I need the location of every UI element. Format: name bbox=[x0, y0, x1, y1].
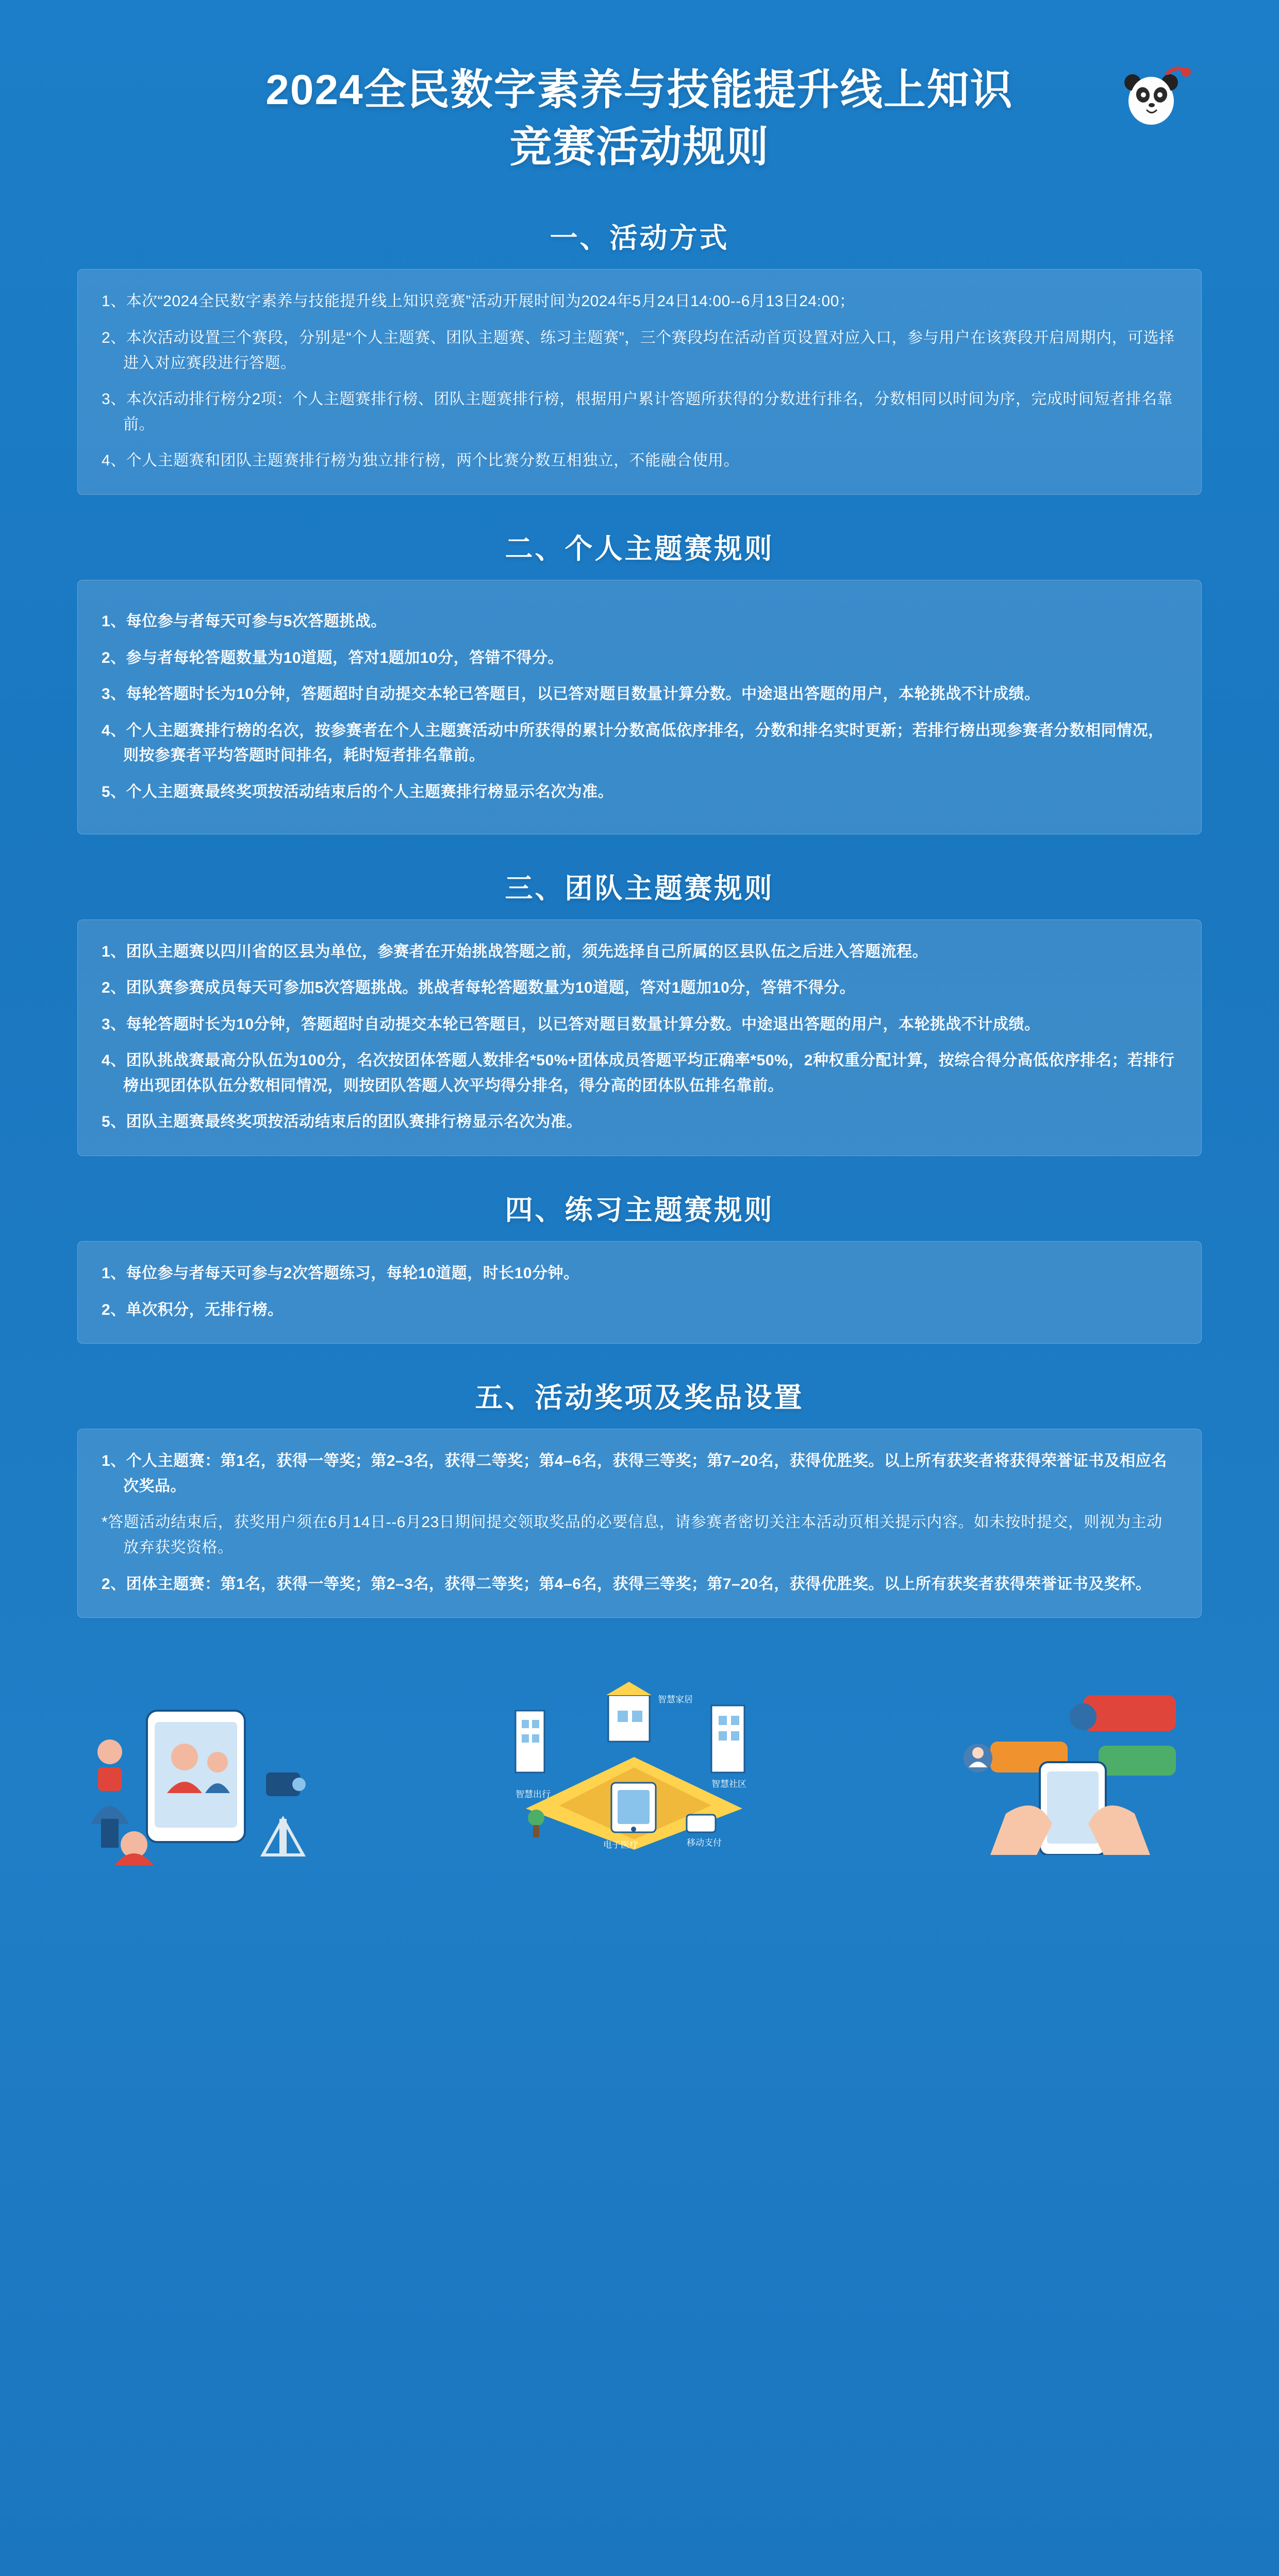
rule-item: 1、团队主题赛以四川省的区县为单位，参赛者在开始挑战答题之前，须先选择自己所属的区县队伍之后进入答题流程。 bbox=[102, 943, 928, 960]
rule-item: 2、参与者每轮答题数量为10道题，答对1题加10分，答错不得分。 bbox=[102, 649, 564, 666]
rule-item: 1、本次“2024全民数字素养与技能提升线上知识竞赛”活动开展时间为2024年5月24日14:00--6月13日24:00； bbox=[102, 293, 855, 310]
section-heading-activity-method: 一、活动方式 bbox=[550, 223, 729, 254]
card-awards bbox=[77, 1429, 1202, 1618]
section-heading-individual-rules: 二、个人主题赛规则 bbox=[505, 533, 774, 564]
card-activity-method bbox=[77, 269, 1202, 495]
label-smart-home: 智慧家居 bbox=[658, 1695, 693, 1705]
rule-item: 4、团队挑战赛最高分队伍为100分，名次按团体答题人数排名*50%+团体成员答题平均正确率*50%，2种权重分配计算，按综合得分高低依序排名；若排行榜出现团体队伍分数相同情况，则按团队答题人次平均得分排名，得分高的团体队伍排名靠前。 bbox=[102, 1052, 1175, 1094]
live-stream-illustration-icon bbox=[57, 1690, 376, 1865]
page-title bbox=[77, 62, 1202, 176]
footer-illustration bbox=[0, 1654, 1279, 1876]
rule-item: 3、本次活动排行榜分2项：个人主题赛排行榜、团队主题赛排行榜，根据用户累计答题所获得的分数进行排名，分数相同以时间为序，完成时间短者排名靠前。 bbox=[102, 391, 1173, 433]
rule-item: 2、单次积分，无排行榜。 bbox=[102, 1301, 284, 1318]
section-heading-practice-rules: 四、练习主题赛规则 bbox=[505, 1195, 774, 1226]
panda-mascot-icon bbox=[1115, 56, 1192, 133]
rule-item: 5、团队主题赛最终奖项按活动结束后的团队赛排行榜显示名次为准。 bbox=[102, 1113, 583, 1131]
card-team-rules bbox=[77, 919, 1202, 1157]
rule-item: 2、团队赛参赛成员每天可参加5次答题挑战。挑战者每轮答题数量为10道题，答对1题加10分，答错不得分。 bbox=[102, 979, 856, 997]
section-heading-team-rules: 三、团队主题赛规则 bbox=[505, 873, 774, 904]
page-title-line-1: 2024全民数字素养与技能提升线上知识 bbox=[265, 66, 1014, 113]
card-practice-rules bbox=[77, 1241, 1202, 1344]
page-title-line-2: 竞赛活动规则 bbox=[509, 123, 770, 171]
rule-item: 4、个人主题赛和团队主题赛排行榜为独立排行榜，两个比赛分数互相独立，不能融合使用。 bbox=[102, 452, 740, 470]
label-mobile-payment: 移动支付 bbox=[687, 1838, 722, 1848]
smart-city-illustration-icon bbox=[454, 1680, 815, 1860]
card-individual-rules bbox=[77, 580, 1202, 834]
page-header bbox=[0, 0, 1279, 176]
rule-item: 5、个人主题赛最终奖项按活动结束后的个人主题赛排行榜显示名次为准。 bbox=[102, 783, 614, 800]
rule-item: 1、每位参与者每天可参与2次答题练习，每轮10道题，时长10分钟。 bbox=[102, 1265, 579, 1282]
rule-item: 4、个人主题赛排行榜的名次，按参赛者在个人主题赛活动中所获得的累计分数高低依序排名，分数和排名实时更新；若排行榜出现参赛者分数相同情况，则按参赛者平均答题时间排名，耗时短者排名靠前。 bbox=[102, 722, 1164, 764]
rule-item: 1、个人主题赛：第1名，获得一等奖；第2–3名，获得二等奖；第4–6名，获得三等奖；第7–20名，获得优胜奖。以上所有获奖者将获得荣誉证书及相应名次奖品。 bbox=[102, 1452, 1167, 1495]
label-electronic-medical: 电子医疗 bbox=[603, 1840, 638, 1850]
rule-item-note: *答题活动结束后，获奖用户须在6月14日--6月23日期间提交领取奖品的必要信息，请参赛者密切关注本活动页相关提示内容。如未按时提交，则视为主动放弃获奖资格。 bbox=[102, 1514, 1162, 1557]
section-heading-awards: 五、活动奖项及奖品设置 bbox=[475, 1382, 804, 1414]
label-smart-travel: 智慧出行 bbox=[516, 1789, 551, 1800]
rule-item: 2、团体主题赛：第1名，获得一等奖；第2–3名，获得二等奖；第4–6名，获得三等奖；第7–20名，获得优胜奖。以上所有获奖者获得荣誉证书及奖杯。 bbox=[102, 1575, 1152, 1593]
rule-item: 3、每轮答题时长为10分钟，答题超时自动提交本轮已答题目，以已答对题目数量计算分数。中途退出答题的用户，本轮挑战不计成绩。 bbox=[102, 1015, 1040, 1033]
label-smart-community: 智慧社区 bbox=[711, 1779, 746, 1789]
chat-illustration-icon bbox=[928, 1685, 1217, 1855]
rule-item: 3、每轮答题时长为10分钟，答题超时自动提交本轮已答题目，以已答对题目数量计算分数。中途退出答题的用户，本轮挑战不计成绩。 bbox=[102, 685, 1040, 703]
rule-item: 2、本次活动设置三个赛段，分别是“个人主题赛、团队主题赛、练习主题赛”，三个赛段均在活动首页设置对应入口，参与用户在该赛段开启周期内，可选择进入对应赛段进行答题。 bbox=[102, 329, 1175, 372]
rule-item: 1、每位参与者每天可参与5次答题挑战。 bbox=[102, 612, 387, 630]
